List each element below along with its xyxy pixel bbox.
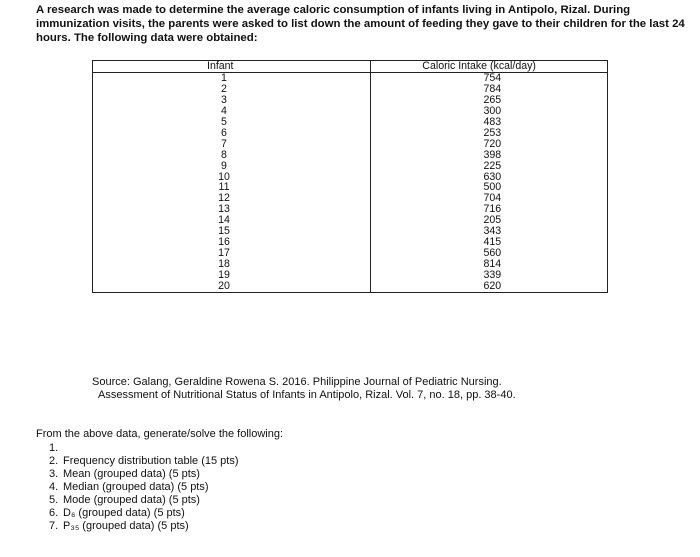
task-item [49, 520, 238, 533]
infant-id-cell: 11 [218, 181, 230, 194]
task-number: 6. [49, 507, 59, 519]
caloric-intake-cell: 265 [483, 93, 502, 106]
caloric-intake-cell: 704 [483, 192, 502, 205]
infant-id-cell: 6 [221, 126, 227, 139]
task-text: D₆ (grouped data) (5 pts) [63, 507, 185, 519]
infant-id-cell: 2 [221, 82, 227, 95]
infant-id-cell: 20 [218, 280, 230, 293]
caloric-intake-cell: 754 [483, 71, 502, 84]
table-data-row [93, 72, 608, 292]
infant-id-cell: 5 [221, 115, 227, 128]
source-line-1: Source: Galang, Geraldine Rowena S. 2016. Philippine Journal of Pediatric Nursing. [92, 376, 502, 388]
caloric-intake-cell: 560 [483, 247, 502, 260]
infant-id-cell: 7 [221, 137, 227, 150]
infant-id-cell: 9 [221, 159, 227, 172]
caloric-intake-cell: 253 [483, 126, 502, 139]
infant-column-header: Infant [93, 61, 371, 73]
task-item [49, 481, 238, 494]
infant-id-cell: 10 [218, 170, 230, 183]
infant-id-cell: 17 [218, 247, 230, 260]
task-number: 5. [49, 494, 59, 506]
caloric-intake-cell: 814 [483, 258, 502, 271]
instruction-text: From the above data, generate/solve the following: [36, 428, 284, 440]
task-item [49, 455, 238, 468]
task-number: 3. [49, 468, 59, 480]
caloric-intake-cell: 398 [483, 148, 502, 161]
intro-paragraph: A research was made to determine the average caloric consumption of infants living in Antipolo, Rizal. During immunization visits, the parents were asked to list down the amount of feeding they gave to their children for the last 24 hours. The following data were obtained: [36, 4, 685, 44]
caloric-intake-cell: 784 [483, 82, 502, 95]
infant-id-cell: 19 [218, 269, 230, 282]
task-number: 4. [49, 481, 59, 493]
task-text: Mean (grouped data) (5 pts) [63, 468, 200, 480]
task-number: 2. [49, 455, 59, 467]
task-number: 1. [49, 442, 59, 454]
caloric-intake-column-header: Caloric Intake (kcal/day) [371, 61, 608, 73]
task-item [49, 507, 238, 520]
infant-id-cell: 14 [218, 214, 230, 227]
task-text: P₃₅ (grouped data) (5 pts) [63, 520, 189, 532]
caloric-intake-cell: 500 [483, 181, 502, 194]
task-item [49, 468, 238, 481]
infant-id-cell: 4 [221, 104, 227, 117]
task-text: Frequency distribution table (15 pts) [63, 455, 239, 467]
caloric-intake-cell: 205 [483, 214, 502, 227]
infant-column [93, 72, 371, 292]
task-item [49, 442, 238, 455]
caloric-intake-cell: 300 [483, 104, 502, 117]
infant-id-cell: 12 [218, 192, 230, 205]
caloric-intake-cell: 483 [483, 115, 502, 128]
task-text: Median (grouped data) (5 pts) [63, 481, 209, 493]
caloric-intake-table [92, 60, 608, 293]
infant-id-cell: 3 [221, 93, 227, 106]
infant-id-cell: 18 [218, 258, 230, 271]
infant-id-cell: 8 [221, 148, 227, 161]
caloric-intake-cell: 716 [483, 203, 502, 216]
infant-id-cell: 13 [218, 203, 230, 216]
table-header-row [93, 61, 608, 73]
infant-id-cell: 1 [221, 71, 227, 84]
task-item [49, 494, 238, 507]
source-citation [92, 376, 516, 401]
source-line-2: Assessment of Nutritional Status of Infants in Antipolo, Rizal. Vol. 7, no. 18, pp. 38-40. [98, 388, 516, 401]
caloric-intake-cell: 415 [483, 236, 502, 249]
caloric-intake-cell: 630 [483, 170, 502, 183]
caloric-intake-cell: 225 [483, 159, 502, 172]
task-number: 7. [49, 520, 59, 532]
caloric-intake-cell: 620 [483, 280, 502, 293]
task-text: Mode (grouped data) (5 pts) [63, 494, 200, 506]
infant-id-cell: 16 [218, 236, 230, 249]
caloric-intake-cell: 339 [483, 269, 502, 282]
task-list [49, 442, 238, 533]
caloric-intake-cell: 343 [483, 225, 502, 238]
caloric-intake-cell: 720 [483, 137, 502, 150]
caloric-intake-column [371, 72, 608, 292]
infant-id-cell: 15 [218, 225, 230, 238]
